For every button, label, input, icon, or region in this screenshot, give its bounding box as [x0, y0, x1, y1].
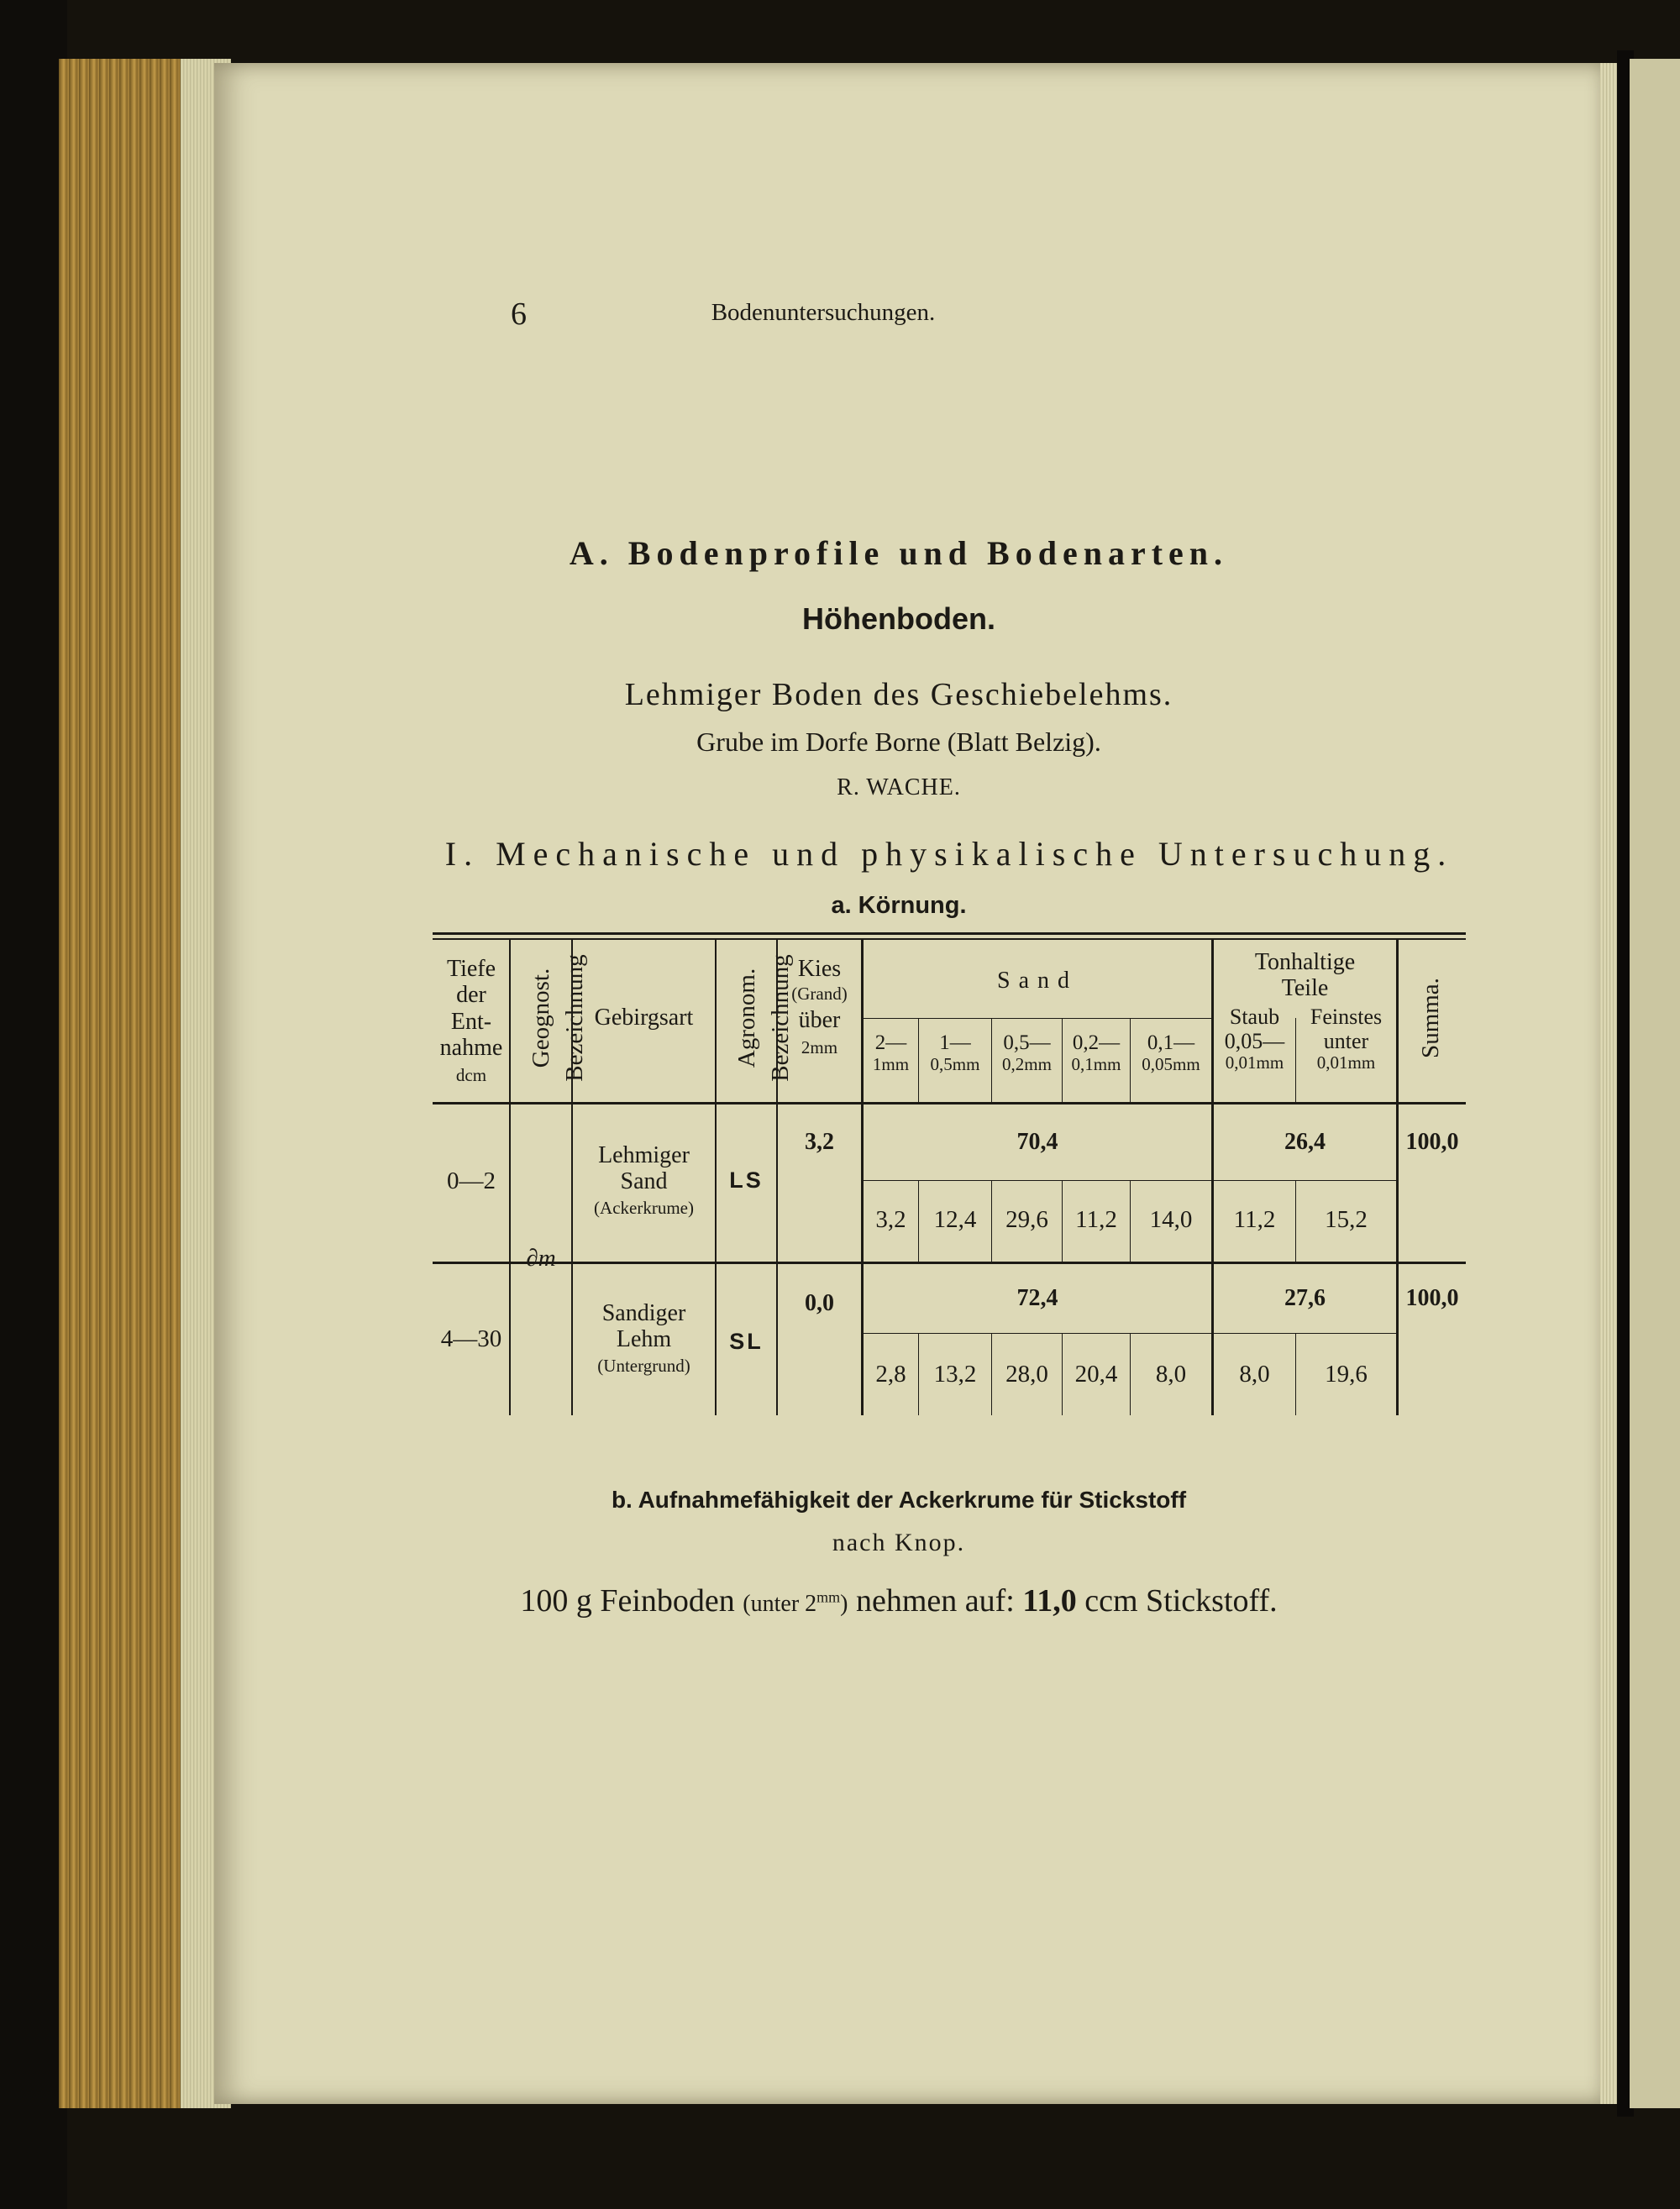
row2-rock-line2: Lehm [616, 1326, 672, 1353]
fraction-label-bottom: 0,5mm [930, 1054, 980, 1074]
header-dust-line1: Staub [1229, 1005, 1280, 1029]
soil-title: Lehmiger Boden des Geschiebelehms. [624, 677, 1173, 712]
fraction-label-bottom: 1mm [872, 1054, 910, 1074]
header-gravel-line2: (Grand) [791, 984, 848, 1005]
header-finest [1296, 1005, 1396, 1073]
absorption-title: b. Aufnahmefähigkeit der Ackerkrume für Stickstoff [611, 1487, 1187, 1513]
header-depth-line1: Tiefe [446, 956, 496, 982]
section-heading: A. Bodenprofile und Bodenarten. [569, 534, 1229, 572]
row1-rock [573, 1142, 715, 1218]
header-sand-05-02 [992, 1031, 1062, 1075]
result-paren-open: (unter 2 [743, 1591, 817, 1617]
header-agronom: Agronom. Bezeichnung [733, 954, 794, 1082]
row1-gravel: 3,2 [805, 1129, 834, 1155]
header-finest-line3: 0,01mm [1316, 1052, 1376, 1073]
row2-agronom: SL [729, 1329, 764, 1354]
row1-sand-05-02: 29,6 [1005, 1206, 1048, 1233]
col-rule-5 [861, 938, 864, 1415]
absorption-method: nach Knop. [832, 1529, 966, 1556]
row-separator [433, 1262, 1466, 1264]
header-sand-02-01 [1063, 1031, 1130, 1075]
sand-subheader-rule [863, 1018, 1211, 1019]
fraction-label-bottom: 0,05mm [1142, 1054, 1200, 1074]
row1-sand-total: 70,4 [1016, 1129, 1058, 1155]
header-bottom-rule [433, 1102, 1466, 1104]
fraction-label-top: 0,1— [1147, 1031, 1195, 1054]
result-verb: nehmen auf: [855, 1583, 1015, 1619]
header-gravel-line3: über [798, 1006, 841, 1033]
geognost-symbol: ∂m [526, 1245, 556, 1272]
subsection-heading: Höhenboden. [802, 601, 995, 636]
row2-sand-rule [863, 1333, 1211, 1334]
row2-sand-2-1: 2,8 [875, 1361, 906, 1388]
row1-clay-rule [1213, 1180, 1398, 1181]
row2-finest: 19,6 [1325, 1361, 1368, 1388]
page-stack-right [1600, 63, 1619, 2104]
row2-gravel: 0,0 [805, 1290, 834, 1316]
fraction-label-top: 0,5— [1003, 1031, 1051, 1054]
header-sand: Sand [997, 968, 1078, 994]
row1-agronom: LS [729, 1167, 764, 1193]
header-dust [1214, 1005, 1295, 1073]
row1-clay-total: 26,4 [1284, 1129, 1326, 1155]
header-geognost: Geognost. Bezeichnung [528, 954, 588, 1082]
header-depth-unit: dcm [455, 1065, 487, 1086]
result-paren-close: ) [840, 1591, 848, 1617]
row2-depth: 4—30 [440, 1325, 502, 1352]
header-sand-2-1 [864, 1031, 918, 1075]
fraction-label-top: 0,2— [1072, 1031, 1121, 1054]
row1-sum: 100,0 [1405, 1129, 1459, 1155]
header-sand-01-005 [1131, 1031, 1211, 1075]
row2-rock-line1: Sandiger [601, 1300, 686, 1326]
result-prefix: 100 g Feinboden [520, 1583, 735, 1619]
result-unit: mm [816, 1588, 841, 1606]
result-suffix: ccm Stickstoff. [1084, 1583, 1278, 1619]
row2-sum: 100,0 [1405, 1285, 1459, 1311]
row2-clay-rule [1213, 1333, 1398, 1334]
row1-rock-line1: Lehmiger [598, 1142, 690, 1168]
row2-sand-02-01: 20,4 [1074, 1361, 1118, 1388]
header-clay-line1: Tonhaltige [1254, 949, 1356, 975]
fraction-label-top: 2— [874, 1031, 907, 1054]
row2-dust: 8,0 [1239, 1361, 1270, 1388]
book-page [214, 63, 1609, 2104]
header-clay-parts [1214, 949, 1396, 1002]
header-sum: Summa. [1417, 978, 1444, 1058]
fraction-label-bottom: 0,2mm [1002, 1054, 1052, 1074]
table-rule-top [433, 932, 1466, 935]
row1-finest: 15,2 [1325, 1206, 1368, 1233]
header-finest-line2: unter [1323, 1029, 1369, 1054]
book-cover [0, 0, 67, 2209]
row2-sand-1-05: 13,2 [933, 1361, 977, 1388]
table-title: a. Körnung. [831, 892, 967, 919]
header-depth-line2: der [456, 982, 486, 1009]
header-rock: Gebirgsart [594, 1005, 694, 1031]
row1-dust: 11,2 [1233, 1206, 1276, 1233]
facing-page [1630, 59, 1680, 2108]
page-number: 6 [511, 296, 527, 332]
header-depth-line3: Ent- [450, 1008, 492, 1035]
author: R. WACHE. [837, 774, 961, 800]
header-depth [433, 956, 509, 1086]
running-head: Bodenuntersuchungen. [711, 299, 936, 326]
header-gravel-line1: Kies [797, 956, 842, 982]
row2-sand-total: 72,4 [1016, 1285, 1058, 1311]
table-rule-top-inner [433, 938, 1466, 940]
sample-location: Grube im Dorfe Borne (Blatt Belzig). [696, 727, 1101, 757]
header-gravel-line4: 2mm [801, 1037, 838, 1058]
header-finest-line1: Feinstes [1310, 1005, 1383, 1029]
absorption-result [336, 1582, 1462, 1619]
row1-sand-2-1: 3,2 [875, 1206, 906, 1233]
header-dust-line3: 0,01mm [1225, 1052, 1284, 1073]
row2-sand-05-02: 28,0 [1005, 1361, 1048, 1388]
header-depth-line4: nahme [439, 1035, 503, 1062]
header-sand-1-05 [919, 1031, 991, 1075]
fraction-label-bottom: 0,1mm [1071, 1054, 1121, 1074]
row1-rock-line3: (Ackerkrume) [594, 1197, 694, 1218]
row1-sand-02-01: 11,2 [1075, 1206, 1117, 1233]
row1-depth: 0—2 [447, 1167, 496, 1194]
fraction-label-top: 1— [939, 1031, 971, 1054]
row1-sand-1-05: 12,4 [933, 1206, 977, 1233]
row2-sand-01-005: 8,0 [1155, 1361, 1187, 1388]
header-clay-line2: Teile [1281, 975, 1329, 1002]
col-rule-1 [509, 938, 511, 1415]
header-dust-line2: 0,05— [1224, 1029, 1285, 1054]
row2-clay-total: 27,6 [1284, 1285, 1326, 1311]
header-gravel [778, 956, 861, 1058]
part-heading: I. Mechanische und physikalische Untersuchung. [444, 835, 1454, 873]
row1-rock-line2: Sand [620, 1168, 668, 1195]
row1-sand-rule [863, 1180, 1211, 1181]
col-rule-7 [1396, 938, 1399, 1415]
row2-rock [573, 1300, 715, 1376]
row2-rock-line3: (Untergrund) [597, 1355, 690, 1376]
result-paren [743, 1588, 848, 1617]
result-value: 11,0 [1022, 1583, 1077, 1619]
row1-sand-01-005: 14,0 [1149, 1206, 1193, 1233]
